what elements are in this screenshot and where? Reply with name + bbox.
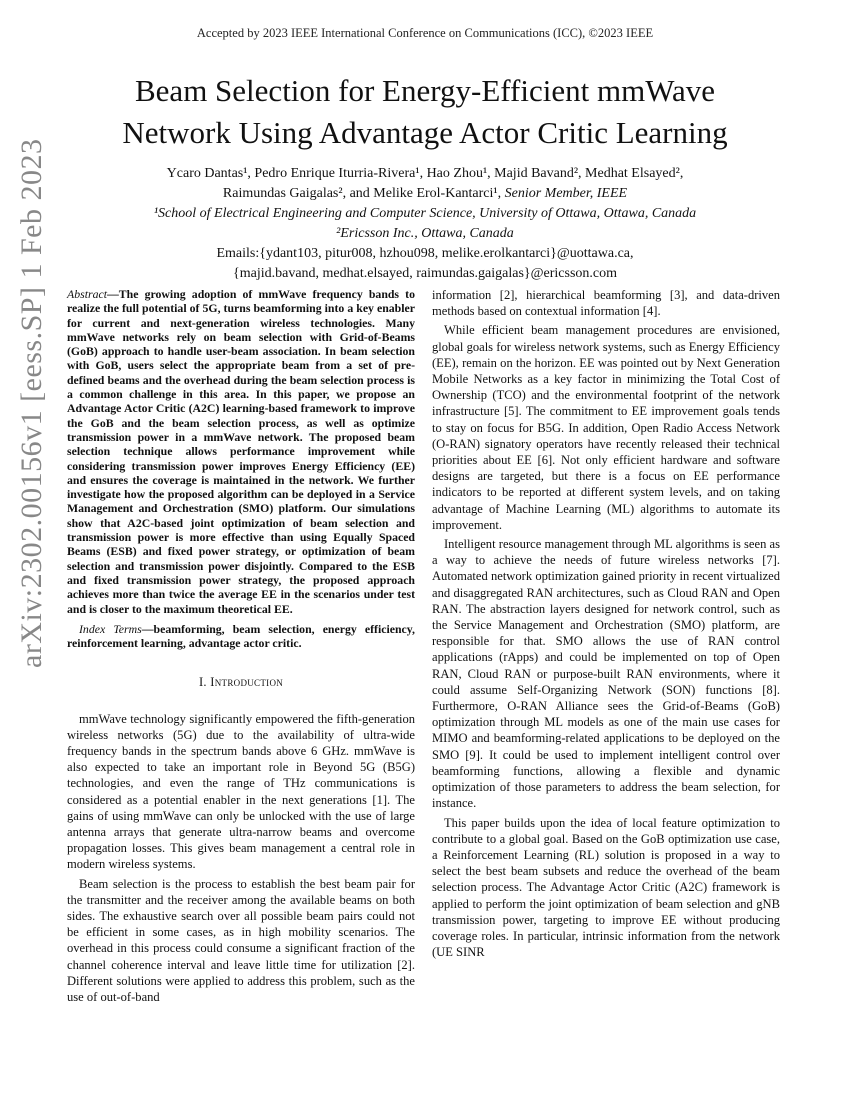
abstract-text: —The growing adoption of mmWave frequency bands to realize the full potential of 5G, turns beamforming into a key enabler for current and next-generation wireless technologies. Many mmWave networks rely on beam selection with Grid-of-Beams (GoB) approach to handle user-beam association. In beam selection with GoB, users select the appropriate beam from a set of pre-defined beams and the overhead during the beam selection process is a common challenge in this area. In this paper, we propose an Advantage Actor Critic (A2C) learning-based framework to improve the GoB and the beam selection process, as well as optimize transmission power in a mmWave network. The proposed beam selection technique allows performance improvement while considering transmission power improves Energy Efficiency (EE) and ensures the coverage is maintained in the network. We further investigate how the proposed algorithm can be deployed in a Service Management and Orchestration (SMO) platform. Our simulations show that A2C-based joint optimization of beam selection and transmission power is more effective than using Equally Spaced Beams (ESB) and fixed power strategy, or optimization of beam selection and transmission power disjointly. Compared to the ESB and fixed transmission power strategy, the proposed approach achieves more than twice the average EE in the scenarios under test and is closer to the maximum theoretical EE. (67, 287, 415, 616)
emails-line-2[interactable]: {majid.bavand, medhat.elsayed, raimundas.gaigalas}@ericsson.com (233, 266, 617, 281)
section-heading-introduction (67, 674, 415, 690)
intro-paragraph-5: Intelligent resource management through ML algorithms is seen as a way to achieve the needs of future wireless networks [7]. Automated network optimization gained priority in recent virtualized and disaggregated RAN architectures, such as Cloud RAN and Open RAN. The abstraction layers designed for network control, such as the Service Management and Orchestration (SMO) platform, are responsible for that. SMO allows the use of RAN control applications (rApps) and could be implemented on top of Open RAN, Cloud RAN or purpose-built RAN environments, where it could assume Self-Organizing Network (SON) functions [8]. Furthermore, O-RAN Alliance sees the Grid-of-Beams (GoB) optimization through ML models as one of the main use cases for MIMO and beamforming-related applications to be deployed on the SMO [9]. It could be used to implement intelligent control over beamforming functions, allowing a flexible and dynamic optimization of those parameters to address the beam selection, for instance. (432, 537, 780, 811)
intro-paragraph-2: Beam selection is the process to establish the best beam pair for the transmitter and the receiver among the available beams on both sides. The exhaustive search over all possible beam pairs could not be efficient in some cases, as in high mobility scenarios. The overhead in this process could consume a significant fraction of the channel coherence interval and leave little time for utilization [2]. Different solutions were applied to address this problem, such as the use of out-of-band (67, 876, 415, 1005)
paper-title (60, 70, 790, 154)
author-role: Senior Member, IEEE (504, 186, 628, 201)
author-names: Raimundas Gaigalas², and Melike Erol-Kantarci¹, (222, 186, 505, 201)
index-terms-label: Index Terms (79, 621, 142, 636)
conference-note: Accepted by 2023 IEEE International Conference on Communications (ICC), ©2023 IEEE (196, 26, 654, 40)
index-terms (67, 622, 415, 651)
author-block (60, 164, 790, 284)
intro-paragraph-1: mmWave technology significantly empowered the fifth-generation wireless networks (5G) due to the availability of ultra-wide frequency bands in the spectrum bands above 6 GHz. mmWave is also expected to take an important role in Beyond 5G (B5G) technologies, and even the range of THz communications is considered as a potential enabler in the next generations [1]. The gains of using mmWave can only be unlocked with the use of large antenna arrays that generate ultra-narrow beams and overcome propagation losses. This gives beam management a central role in modern wireless systems. (67, 711, 415, 872)
right-column (432, 287, 780, 963)
intro-paragraph-4: While efficient beam management procedures are envisioned, global goals for wireless network systems, such as Energy Efficiency (EE), remain on the horizon. EE was pointed out by Next Generation Mobile Networks as a key factor in minimizing the Total Cost of Ownership (TCO) and the environmental footprint of the network infrastructure [5]. The commitment to EE improvement goals tends to stay on focus for B5G. In addition, Open Radio Access Network (O-RAN) signatory operators have recently released their technical priorities about EE [6]. Not only efficient hardware and software designs are targeted, but there is a focus on EE performance indicators to be reported at different system levels, and on taking advantage of Machine Learning (ML) algorithms to automate its improvement. (432, 323, 780, 532)
index-terms-text: —beamforming, beam selection, energy efficiency, reinforcement learning, advantage actor critic. (67, 621, 415, 651)
section-name: Introduction (210, 675, 284, 690)
affiliation-2: ²Ericsson Inc., Ottawa, Canada (336, 226, 514, 241)
title-line-2: Network Using Advantage Actor Critic Learning (122, 115, 728, 150)
abstract-label: Abstract (67, 287, 107, 301)
section-numeral: I. (198, 675, 211, 690)
affiliation-1: ¹School of Electrical Engineering and Computer Science, University of Ottawa, Ottawa, Canada (153, 206, 697, 221)
author-list-line-1: Ycaro Dantas¹, Pedro Enrique Iturria-Rivera¹, Hao Zhou¹, Majid Bavand², Medhat Elsayed², (166, 166, 684, 181)
left-column (67, 287, 415, 1008)
arxiv-identifier-stamp[interactable]: arXiv:2302.00156v1 [eess.SP] 1 Feb 2023 (15, 138, 48, 668)
author-list-line-2 (60, 184, 790, 204)
intro-paragraph-3: information [2], hierarchical beamforming [3], and data-driven methods based on contextual information [4]. (432, 288, 780, 319)
intro-paragraph-6: This paper builds upon the idea of local feature optimization to contribute to a global goal. Based on the GoB optimization use case, a Reinforcement Learning (RL) solution is proposed in a way to select the best beam subsets and reduce the overhead of the beam selection process. The Advantage Actor Critic (A2C) framework is applied to perform the joint optimization of beam selection and gNB transmission power, targeting to improve EE without producing coverage roles. In particular, intrinsic information from the network (UE SINR (432, 815, 780, 960)
abstract (67, 287, 415, 616)
emails-line-1[interactable]: Emails:{ydant103, pitur008, hzhou098, melike.erolkantarci}@uottawa.ca, (216, 246, 634, 261)
title-line-1: Beam Selection for Energy-Efficient mmWave (135, 73, 715, 108)
